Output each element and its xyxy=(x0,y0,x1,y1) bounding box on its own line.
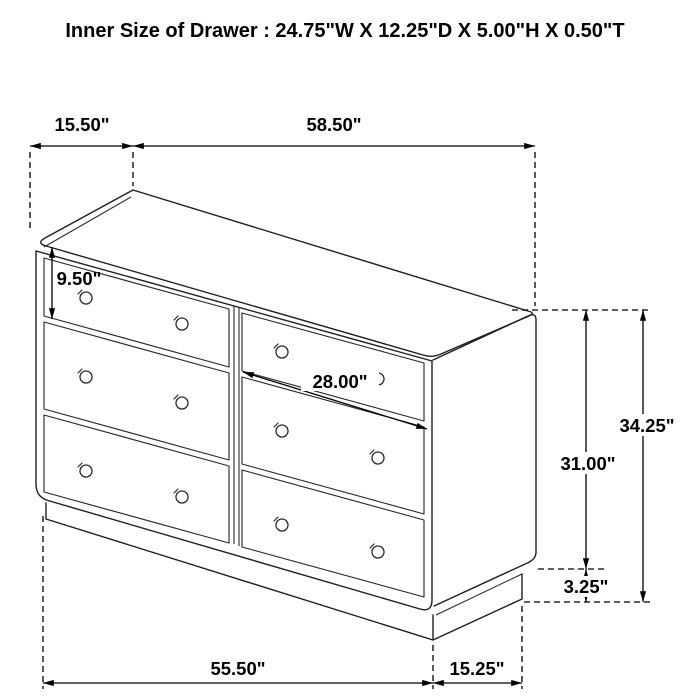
dimension-label-drawer-width: 28.00" xyxy=(312,371,368,392)
knob-icon xyxy=(80,465,92,477)
knob-icon xyxy=(276,346,288,358)
knob-icon xyxy=(176,491,188,503)
dresser-center-stile xyxy=(234,306,239,546)
dresser-drawing xyxy=(36,190,536,640)
dresser-top-bullnose-line xyxy=(44,197,131,247)
knob-icon xyxy=(176,318,188,330)
knob-icon xyxy=(372,546,384,558)
dimension-label-body-height: 31.00" xyxy=(560,453,616,474)
knob-icon xyxy=(372,452,384,464)
dimension-label-bottom-depth: 15.25" xyxy=(449,658,505,679)
diagram-title: Inner Size of Drawer : 24.75"W X 12.25"D X 5.00"H X 0.50"T xyxy=(65,20,625,42)
dimension-label-overall-height: 34.25" xyxy=(619,415,675,436)
knob-icon xyxy=(276,519,288,531)
dimension-label-top-depth: 15.50" xyxy=(54,114,110,135)
dimension-label-bottom-width: 55.50" xyxy=(210,658,266,679)
knob-icon xyxy=(80,292,92,304)
knob-icon xyxy=(276,425,288,437)
dimension-label-base-height: 3.25" xyxy=(563,576,609,597)
dresser-side-face xyxy=(433,315,536,606)
knob-icon xyxy=(80,371,92,383)
dimension-label-drawer-height: 9.50" xyxy=(56,268,102,289)
dimension-label-top-width: 58.50" xyxy=(306,114,362,135)
knob-icon xyxy=(176,397,188,409)
